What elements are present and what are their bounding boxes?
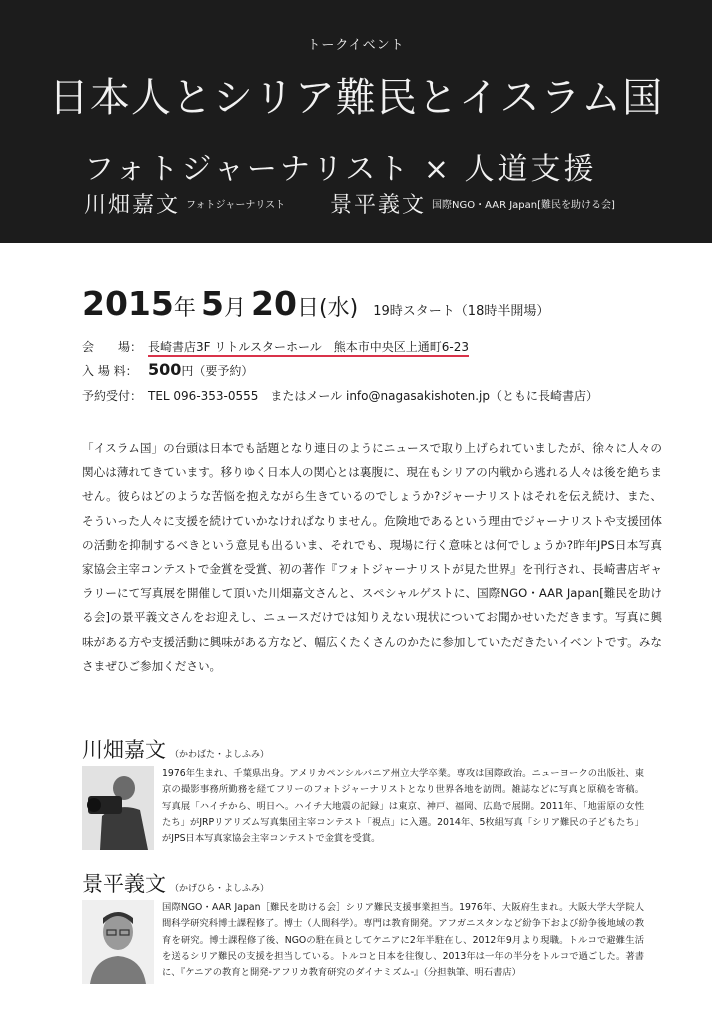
date-month: 5 bbox=[200, 284, 224, 323]
portrait-image bbox=[82, 900, 154, 984]
speaker-1-role: フォトジャーナリスト bbox=[186, 200, 286, 211]
speaker-2-role: 国際NGO・AAR Japan[難民を助ける会] bbox=[432, 200, 615, 211]
venue-row bbox=[82, 338, 469, 355]
event-time: 19時スタート（18時半開場） bbox=[373, 304, 550, 319]
event-description: 「イスラム国」の台頭は日本でも話題となり連日のようにニュースで取り上げられていましたが、徐々に人々の関心は薄れてきています。移りゆく日本人の関心とは裏腹に、現在もシリアの内戦から逃れる人々は後を絶ちません。彼らはどのような苦悩を抱えながら生きているのでしょうか?ジャーナリストはそれを伝え続け、また、そういった人々に支援を続けていかなければなりません。危険地であるという理由でジャーナリストや支援団体の活動を抑制するべきという意見も出るいま、それでも、現場に行く意味とは何でしょうか?昨年JPS日本写真家協会主宰コンテストで金賞を受賞、初の著作『フォトジャーナリストが見た世界』を刊行され、長崎書店ギャラリーにて写真展を開催して頂いた川畑嘉文さんと、スペシャルゲストに、国際NGO・AAR Japan[難民を助ける会]の景平義文さんをお迎えし、ニュースだけでは知りえない現状についてお聞かせいただきます。写真に興味がある方や支援活動に興味がある方など、幅広くたくさんのかたに参加していただきたいイベントです。みなさまぜひご参加ください。 bbox=[82, 441, 662, 673]
photographer-image bbox=[82, 766, 154, 850]
date-weekday: (水) bbox=[319, 296, 359, 321]
bio-1-heading bbox=[82, 734, 269, 764]
speaker-1-name: 川畑嘉文 bbox=[84, 193, 181, 218]
date-year: 2015 bbox=[82, 284, 174, 323]
bio-2-kana: （かげひら・よしふみ） bbox=[170, 884, 270, 894]
reservation-value: TEL 096-353-0555 またはメール info@nagasakishoten.jp（ともに長崎書店） bbox=[148, 389, 598, 403]
bio-1-kana: （かわばた・よしふみ） bbox=[170, 750, 270, 760]
header-banner bbox=[0, 0, 712, 243]
bio-2-photo bbox=[82, 900, 154, 984]
date-year-unit: 年 bbox=[173, 296, 196, 321]
speaker-2-name: 景平義文 bbox=[330, 193, 427, 218]
fee-label: 入 場 料： bbox=[82, 364, 138, 378]
fee-row bbox=[82, 360, 253, 379]
event-tagline: フォトジャーナリスト × 人道支援 bbox=[84, 152, 597, 187]
bio-2-text: 国際NGO・AAR Japan［難民を助ける会］シリア難民支援事業担当。1976年、大阪府生まれ。大阪大学大学院人間科学研究科博士課程修了。博士（人間科学）。専門は教育開発。アフガニスタンなど紛争下および紛争後地域の教育を研究。博士課程修了後、NGOの駐在員としてケニアに2年半駐在し、2012年9月より現職。トルコで避難生活を送るシリア難民の支援を担当している。トルコと日本を往復し、2013年は一年の半分をトルコで過ごした。著書に、『ケニアの教育と開発-アフリカ教育研究のダイナミズム-』（分担執筆、明石書店） bbox=[162, 902, 644, 979]
bio-2-heading bbox=[82, 868, 269, 898]
fee-amount: 500 bbox=[148, 360, 182, 379]
event-title: 日本人とシリア難民とイスラム国 bbox=[48, 75, 664, 121]
event-type: トークイベント bbox=[307, 38, 405, 53]
date-month-unit: 月 bbox=[223, 296, 246, 321]
reservation-row bbox=[82, 387, 598, 404]
venue-value: 長崎書店3F リトルスターホール 熊本市中央区上通町6-23 bbox=[148, 340, 469, 357]
fee-unit: 円（要予約） bbox=[181, 364, 254, 378]
bio-1-text: 1976年生まれ、千葉県出身。アメリカペンシルバニア州立大学卒業。専攻は国際政治。ニューヨークの出版社、東京の撮影事務所勤務を経てフリーのフォトジャーナリストとなり世界各地を訪問。雑誌などに写真と原稿を寄稿。写真展「ハイチから、明日へ。ハイチ大地震の記録」は東京、神戸、福岡、広島で展開。2011年、「地雷原の女性たち」がJRPリアリズム写真集団主宰コンテスト「視点」に入選。2014年、5枚組写真「シリア難民の子どもたち」がJPS日本写真家協会主宰コンテストで金賞を受賞。 bbox=[162, 768, 644, 845]
bio-2-name: 景平義文 bbox=[82, 872, 166, 896]
event-date bbox=[82, 284, 549, 323]
reservation-label: 予約受付： bbox=[82, 389, 143, 403]
date-day-unit: 日 bbox=[296, 296, 319, 321]
venue-label: 会 場： bbox=[82, 340, 143, 354]
bio-1-photo bbox=[82, 766, 154, 850]
speaker-1 bbox=[84, 188, 285, 219]
speaker-2 bbox=[330, 188, 615, 219]
bio-1-name: 川畑嘉文 bbox=[82, 738, 166, 762]
date-day: 20 bbox=[251, 284, 297, 323]
